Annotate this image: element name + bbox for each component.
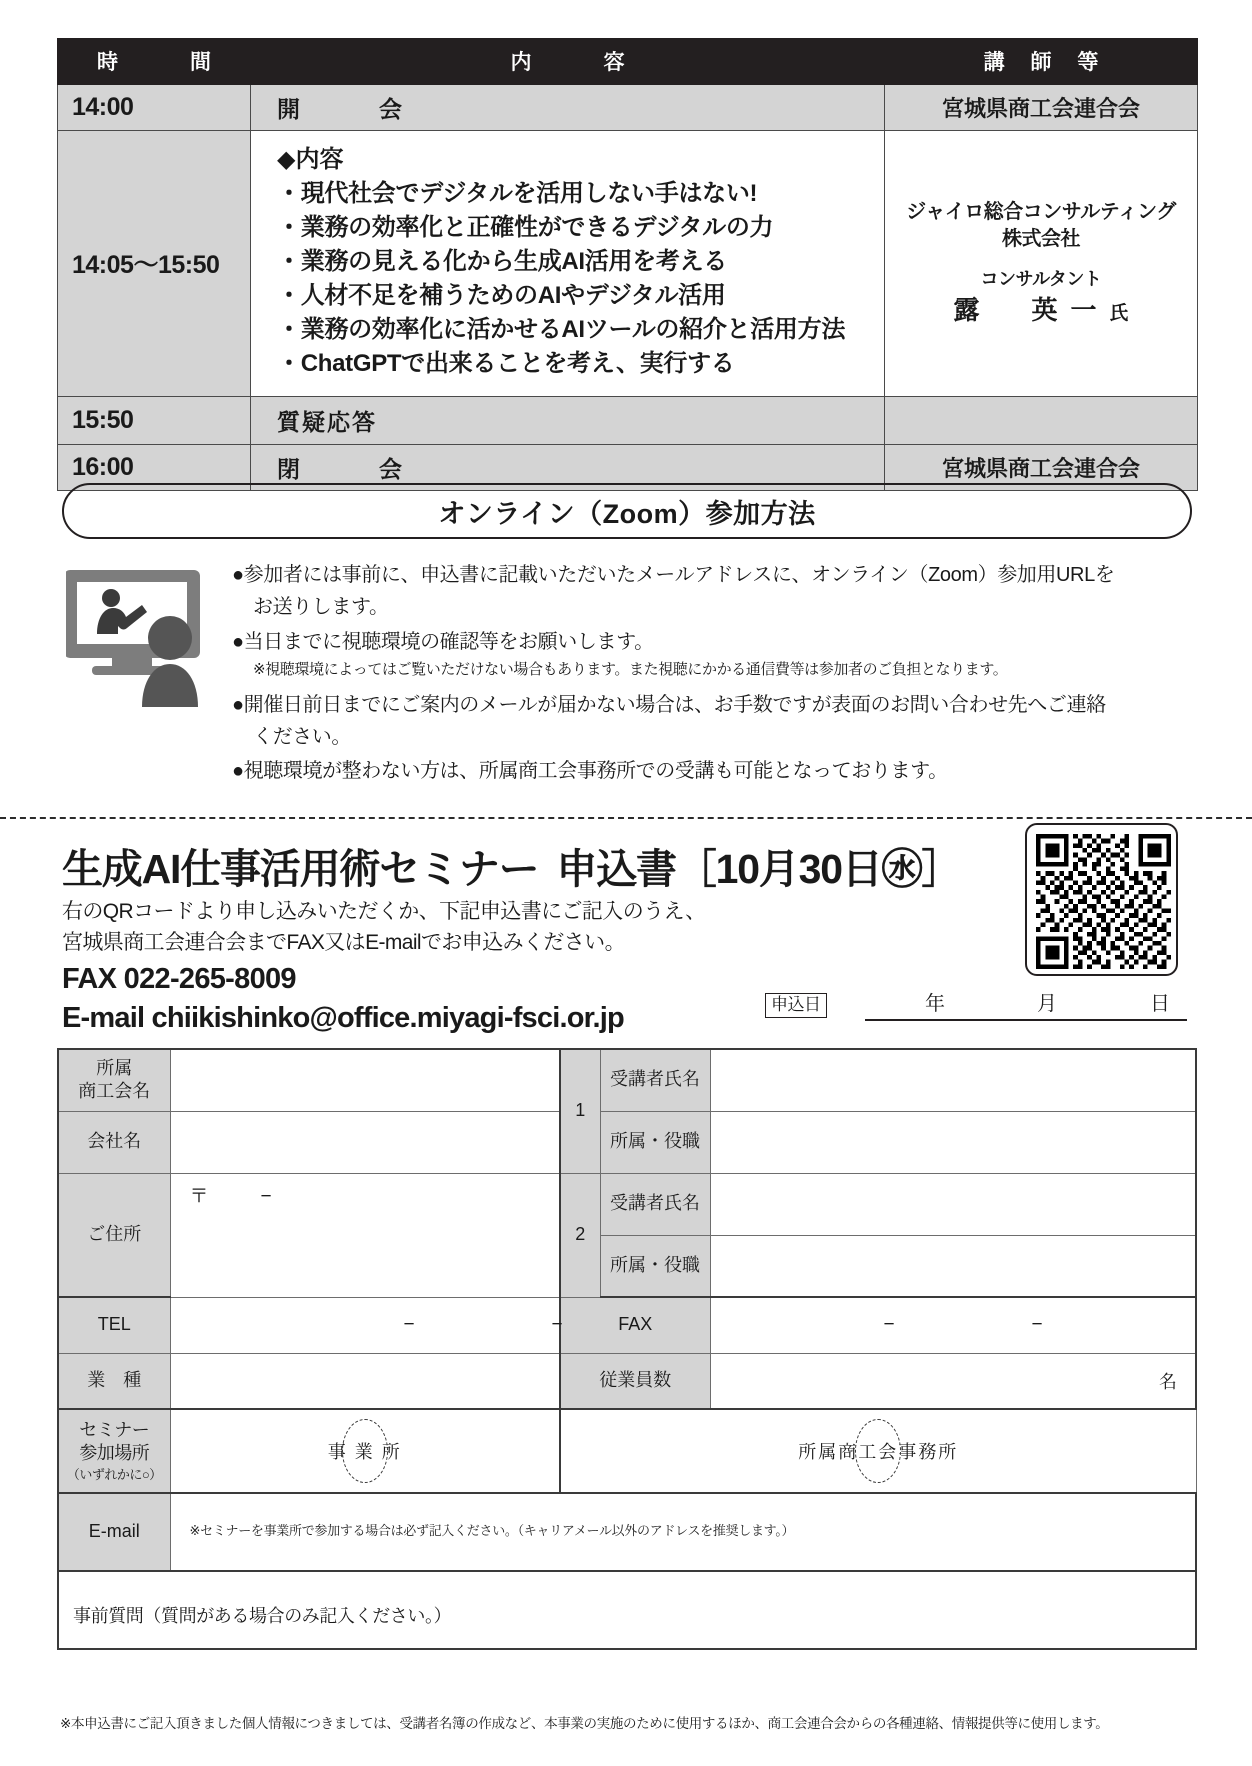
input-fax[interactable] [710, 1297, 1196, 1353]
form-row-question [58, 1571, 1196, 1649]
label-attendee2-post: 所属・役職 [600, 1235, 710, 1297]
lecturer-role: コンサルタント [980, 268, 1102, 289]
lecturer-cell-main [885, 131, 1198, 397]
label-tel: TEL [58, 1297, 170, 1353]
form-row-shokai [58, 1049, 1196, 1111]
content-bullet: ・業務の見える化から生成AI活用を考える [277, 248, 727, 276]
lecturer-firm-line1: ジャイロ総合コンサルティング [906, 200, 1176, 223]
form-title [62, 836, 961, 895]
zoom-note-small: ※視聴環境によってはご覧いただけない場合もあります。また視聴にかかる通信費等は参加者のご負担となります。 [253, 661, 1008, 679]
lecturer-name: 露 英一 [953, 294, 1110, 325]
zoom-note-continuation: ください。 [253, 726, 351, 749]
content-bullet: ・人材不足を補うためのAIやデジタル活用 [277, 282, 726, 310]
input-question[interactable] [58, 1571, 1196, 1649]
input-email[interactable] [170, 1493, 1196, 1571]
label-attendee1-name: 受講者氏名 [600, 1049, 710, 1111]
zoom-note-continuation: お送りします。 [253, 596, 389, 619]
zoom-note: ●参加者には事前に、申込書に記載いただいたメールアドレスに、オンライン（Zoom）参加用URLを [232, 564, 1115, 586]
fax-dash-1: − [883, 1314, 895, 1336]
label-question: 事前質問（質問がある場合のみ記入ください。） [73, 1606, 452, 1626]
lecturer-firm-line2: 株式会社 [1002, 227, 1080, 250]
schedule-row-main [58, 131, 1198, 397]
input-attendee1-name[interactable] [710, 1049, 1196, 1111]
schedule-table-container [57, 38, 1197, 491]
content-cell: 開 会 [251, 85, 885, 131]
content-bullet: ・現代社会でデジタルを活用しない手はない! [277, 180, 758, 208]
content-heading: ◆内容 [277, 146, 344, 173]
fax-number: FAX 022-265-8009 [62, 963, 296, 995]
email-address: E-mail chiikishinko@office.miyagi-fsci.or.jp [62, 1002, 624, 1034]
input-attendee1-post[interactable] [710, 1111, 1196, 1173]
form-row-location [58, 1409, 1196, 1493]
apply-date-field[interactable] [765, 983, 1187, 1018]
form-row-address [58, 1173, 1196, 1235]
input-employees[interactable] [710, 1353, 1196, 1409]
schedule-header-time: 時 間 [58, 39, 251, 85]
tel-dash-2: − [551, 1314, 563, 1335]
form-row-industry [58, 1353, 1196, 1409]
lecturer-cell [885, 396, 1198, 444]
attendee-number-1: 1 [560, 1049, 600, 1173]
zip-mark: 〒 [189, 1185, 209, 1207]
input-attendee2-name[interactable] [710, 1173, 1196, 1235]
label-address: ご住所 [58, 1173, 170, 1297]
schedule-row-opening [58, 85, 1198, 131]
zoom-note: ●開催日前日までにご案内のメールが届かない場合は、お手数ですが表面のお問い合わせ先へご連絡 [232, 693, 1106, 716]
label-industry: 業 種 [58, 1353, 170, 1409]
zoom-banner [62, 483, 1192, 539]
online-seminar-icon [66, 562, 216, 707]
form-lead-line1: 右のQRコードより申し込みいただくか、下記申込書にご記入のうえ、 [62, 900, 706, 923]
label-location-line3: （いずれかに○） [66, 1467, 162, 1483]
time-cell: 15:50 [58, 396, 251, 444]
zoom-banner-title: オンライン（Zoom）参加方法 [438, 498, 816, 529]
application-form-table [57, 1048, 1197, 1650]
label-email: E-mail [58, 1493, 170, 1571]
label-fax: FAX [560, 1297, 710, 1353]
form-title-sub: 申込書［10月30日㊌］ [556, 846, 962, 892]
apply-date-label: 申込日 [765, 993, 827, 1018]
label-shokai [58, 1049, 170, 1111]
employees-unit: 名 [1159, 1371, 1177, 1392]
location-option-office-label: 事 業 所 [318, 1432, 412, 1470]
input-attendee2-post[interactable] [710, 1235, 1196, 1297]
content-cell-main [251, 131, 885, 397]
input-shokai[interactable] [170, 1049, 560, 1111]
lecturer-cell: 宮城県商工会連合会 [885, 85, 1198, 131]
input-industry[interactable] [170, 1353, 560, 1409]
lecturer-cell: 宮城県商工会連合会 [885, 444, 1198, 490]
time-cell: 14:00 [58, 85, 251, 131]
zip-dash: − [260, 1185, 272, 1207]
unit-year: 年 [925, 993, 945, 1015]
label-shokai-line2: 商工会名 [78, 1081, 151, 1102]
content-bullet: ・業務の効率化に活かせるAIツールの紹介と活用方法 [277, 316, 846, 344]
email-note: ※セミナーを事業所で参加する場合は必ず記入ください。（キャリアメール以外のアドレスを推奨します。） [189, 1522, 795, 1538]
unit-month: 月 [1037, 993, 1057, 1015]
apply-date-rule [865, 1019, 1187, 1021]
schedule-header-row [58, 39, 1198, 85]
lecturer-name-suffix: 氏 [1109, 302, 1129, 324]
attendee-number-2: 2 [560, 1173, 600, 1297]
unit-day: 日 [1150, 993, 1170, 1015]
location-option-office[interactable] [170, 1409, 560, 1493]
schedule-header-content: 内 容 [251, 39, 885, 85]
input-address[interactable] [170, 1173, 560, 1297]
content-cell: 質疑応答 [251, 396, 885, 444]
time-cell-main: 14:05〜15:50 [58, 131, 251, 397]
label-location [58, 1409, 170, 1493]
lecturer-person [886, 293, 1196, 328]
location-option-shokai-label: 所属商工会事務所 [788, 1432, 968, 1470]
label-shokai-line1: 所属 [96, 1057, 133, 1078]
label-company: 会社名 [58, 1111, 170, 1173]
content-bullet: ・業務の効率化と正確性ができるデジタルの力 [277, 214, 774, 242]
input-company[interactable] [170, 1111, 560, 1173]
form-lead-text [62, 896, 706, 958]
form-title-main: 生成AI仕事活用術セミナー [62, 846, 539, 892]
zip-row [172, 1175, 559, 1208]
input-tel[interactable] [170, 1297, 563, 1353]
cut-line-divider [0, 817, 1252, 819]
privacy-footer-note: ※本申込書にご記入頂きました個人情報につきましては、受講者名簿の作成など、本事業の実施のために使用するほか、商工会連合会からの各種連絡、情報提供等に使用します。 [60, 1716, 1109, 1731]
label-location-line1: セミナー [79, 1419, 150, 1440]
form-lead-line2: 宮城県商工会連合会までFAX又はE-mailでお申込みください。 [62, 931, 625, 955]
content-bullet: ・ChatGPTで出来ることを考え、実行する [277, 350, 735, 378]
schedule-header-lecturer: 講 師 等 [885, 39, 1198, 85]
zoom-note: ●視聴環境が整わない方は、所属商工会事務所での受講も可能となっております。 [232, 760, 948, 783]
label-location-line2: 参加場所 [79, 1443, 150, 1464]
time-cell: 16:00 [58, 444, 251, 490]
fax-dash-2: − [1031, 1314, 1043, 1336]
label-attendee1-post: 所属・役職 [600, 1111, 710, 1173]
label-employees: 従業員数 [560, 1353, 710, 1409]
tel-dash-1: − [403, 1314, 415, 1335]
qr-code[interactable] [1025, 823, 1178, 976]
form-row-company [58, 1111, 1196, 1173]
lecturer-block [886, 199, 1196, 328]
form-row-email [58, 1493, 1196, 1571]
form-row-tel-fax [58, 1297, 1196, 1353]
label-location-lines [60, 1419, 169, 1484]
schedule-table [57, 38, 1198, 491]
application-form-table-container [57, 1048, 1197, 1650]
label-attendee2-name: 受講者氏名 [600, 1173, 710, 1235]
schedule-row-qa [58, 396, 1198, 444]
content-list [251, 131, 884, 396]
zoom-notes [232, 560, 1192, 789]
content-cell: 閉 会 [251, 444, 885, 490]
location-option-shokai[interactable] [560, 1409, 1196, 1493]
zoom-note: ●当日までに視聴環境の確認等をお願いします。 [232, 630, 654, 653]
